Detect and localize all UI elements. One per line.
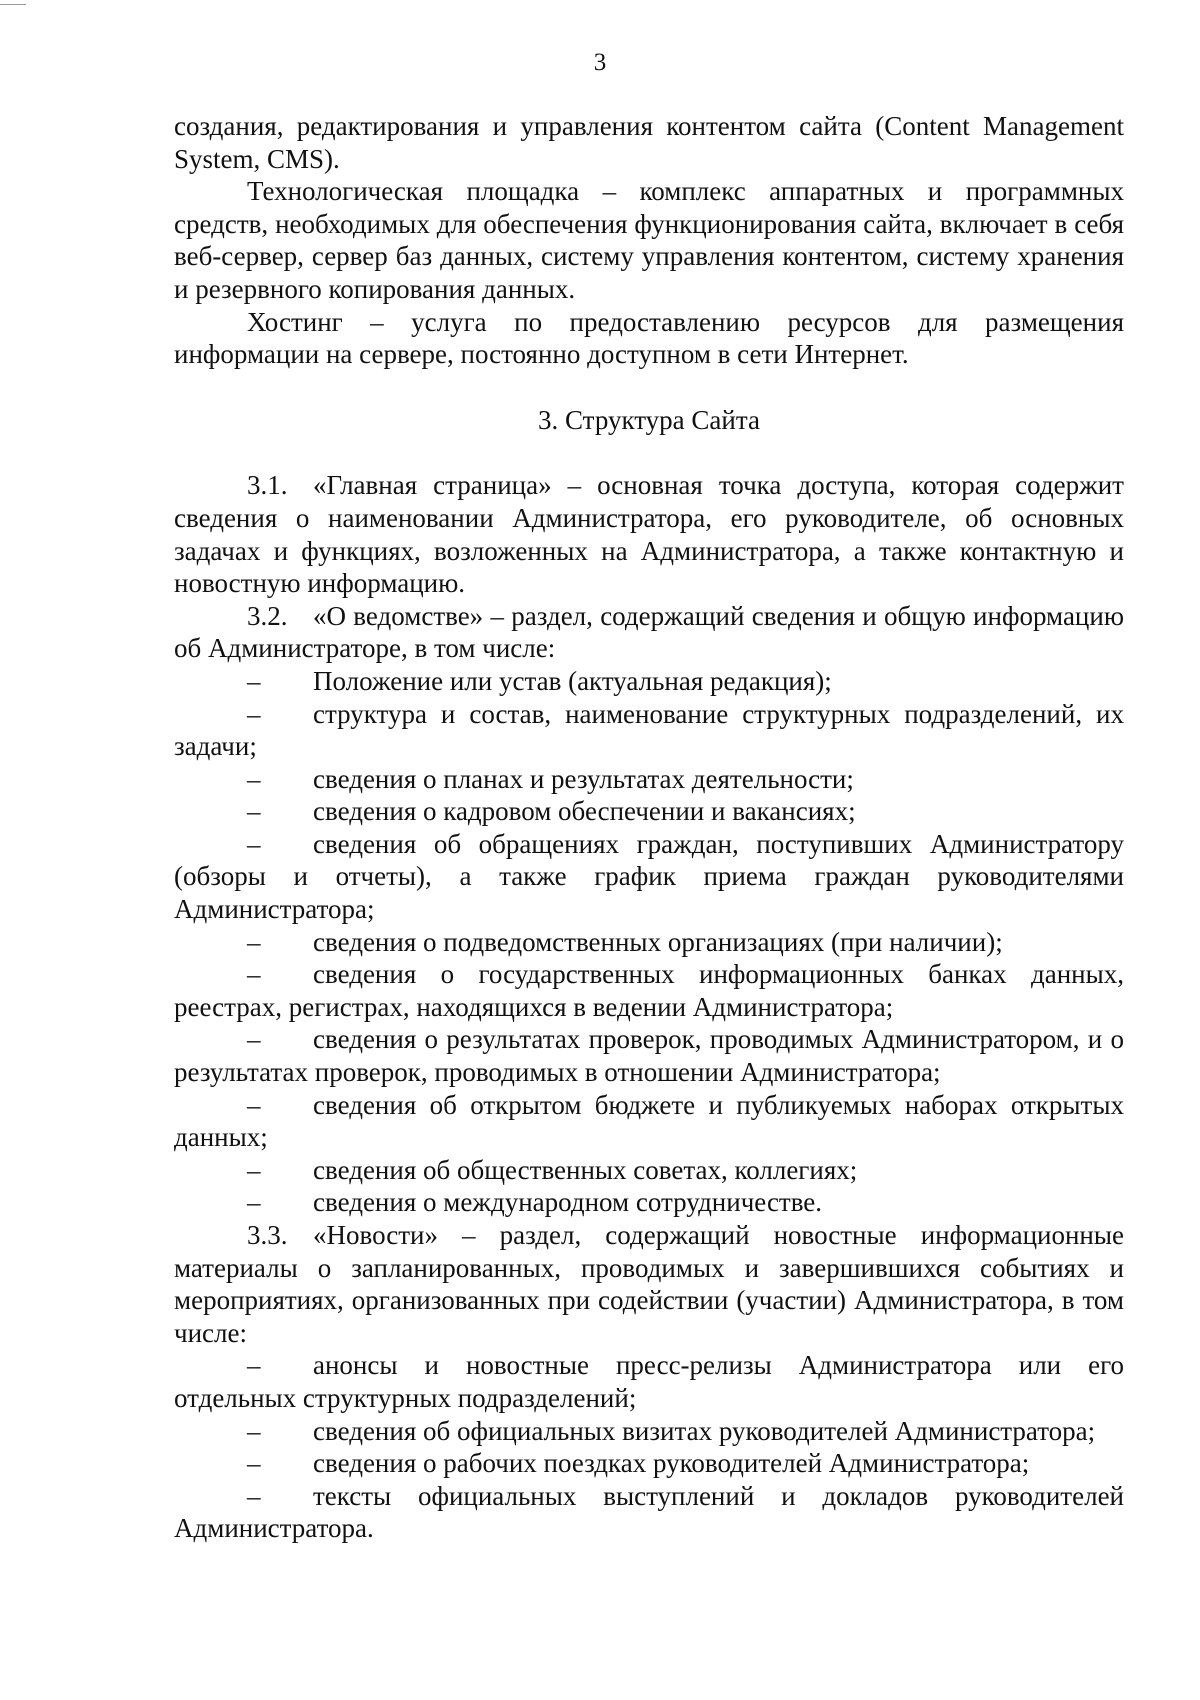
bullet-text: сведения о подведомственных организациях (при наличии); bbox=[313, 926, 1003, 957]
hosting-definition: Хостинг – услуга по предоставлению ресурсов для размещения информации на сервере, постоянно доступном в сети Интернет. bbox=[174, 306, 1124, 370]
bullet-item bbox=[174, 828, 1124, 926]
item-3-1 bbox=[174, 469, 1124, 599]
bullet-text: анонсы и новостные пресс-релизы Администратора или его отдельных структурных подразделений; bbox=[174, 1350, 1124, 1413]
dash-marker: – bbox=[247, 1187, 261, 1218]
bullet-text: тексты официальных выступлений и докладов руководителей Администратора. bbox=[174, 1480, 1124, 1544]
dash-marker: – bbox=[247, 796, 261, 827]
bullet-item bbox=[174, 1023, 1124, 1088]
bullet-item bbox=[174, 795, 1124, 828]
dash-marker: – bbox=[247, 665, 261, 696]
dash-marker: – bbox=[247, 698, 261, 729]
tech-platform-definition: Технологическая площадка – комплекс аппаратных и программных средств, необходимых для обеспечения функционирования сайта, включает в себя веб-сервер, сервер баз данных, систему управления контентом, систему хранения и резервного копирования данных. bbox=[174, 176, 1124, 304]
dash-marker: – bbox=[247, 1024, 261, 1055]
bullet-item bbox=[174, 1154, 1124, 1187]
bullet-item bbox=[174, 1089, 1124, 1154]
section-heading: 3. Структура Сайта bbox=[538, 404, 760, 435]
bullet-item bbox=[174, 665, 1124, 698]
bullet-text: сведения о планах и результатах деятельности; bbox=[313, 763, 854, 794]
item-3-3 bbox=[174, 1219, 1124, 1349]
item-text: «О ведомстве» – раздел, содержащий сведения и общую информацию об Администраторе, в том числе: bbox=[174, 600, 1124, 664]
bullet-item bbox=[174, 1447, 1124, 1480]
dash-marker: – bbox=[247, 763, 261, 794]
item-number: 3.1. bbox=[247, 470, 288, 501]
dash-marker: – bbox=[247, 926, 261, 957]
item-text: «Главная страница» – основная точка доступа, которая содержит сведения о наименовании Администратора, его руководителе, об основных задачах и функциях, возложенных на Администратора, а также контактную и новостную информацию. bbox=[174, 470, 1124, 599]
bullet-text: структура и состав, наименование структурных подразделений, их задачи; bbox=[174, 698, 1124, 762]
bullet-text: сведения об обращениях граждан, поступивших Администратору (обзоры и отчеты), а также график приема граждан руководителями Администратора; bbox=[174, 828, 1124, 925]
bullet-item bbox=[174, 1349, 1124, 1414]
bullet-text: сведения о государственных информационных банках данных, реестрах, регистрах, находящихся в ведении Администратора; bbox=[174, 959, 1124, 1022]
bullet-text: сведения об официальных визитах руководителей Администратора; bbox=[313, 1415, 1096, 1446]
item-text: «Новости» – раздел, содержащий новостные информационные материалы о запланированных, проводимых и завершившихся событиях и мероприятиях, организованных при содействии (участии) Администратора, в том числе: bbox=[174, 1220, 1124, 1348]
dash-marker: – bbox=[247, 1350, 261, 1381]
dash-marker: – bbox=[247, 1448, 261, 1479]
bullet-text: сведения о международном сотрудничестве. bbox=[313, 1187, 823, 1218]
dash-marker: – bbox=[247, 959, 261, 990]
item-3-2-bullets bbox=[174, 665, 1124, 1219]
dash-marker: – bbox=[247, 1415, 261, 1446]
bullet-text: сведения о кадровом обеспечении и вакансиях; bbox=[313, 796, 856, 827]
bullet-text: Положение или устав (актуальная редакция); bbox=[313, 665, 832, 696]
document-body bbox=[174, 110, 1124, 1545]
bullet-item bbox=[174, 1480, 1124, 1545]
item-number: 3.3. bbox=[247, 1220, 288, 1250]
bullet-item bbox=[174, 698, 1124, 763]
item-3-3-bullets bbox=[174, 1349, 1124, 1545]
item-number: 3.2. bbox=[247, 600, 288, 631]
bullet-text: сведения об общественных советах, коллегиях; bbox=[313, 1154, 858, 1185]
bullet-text: сведения об открытом бюджете и публикуемых наборах открытых данных; bbox=[174, 1089, 1124, 1153]
dash-marker: – bbox=[247, 1089, 261, 1120]
bullet-item bbox=[174, 958, 1124, 1023]
bullet-item bbox=[174, 1186, 1124, 1219]
dash-marker: – bbox=[247, 1480, 261, 1511]
bullet-item bbox=[174, 763, 1124, 796]
cms-paragraph: создания, редактирования и управления контентом сайта (Content Management System, CMS). bbox=[174, 111, 1124, 174]
item-3-2 bbox=[174, 600, 1124, 665]
page-number: 3 bbox=[593, 49, 607, 76]
scan-edge-mark bbox=[0, 0, 26, 5]
dash-marker: – bbox=[247, 1154, 261, 1185]
bullet-text: сведения о рабочих поездках руководителей Администратора; bbox=[313, 1448, 1030, 1479]
bullet-item bbox=[174, 926, 1124, 959]
bullet-item bbox=[174, 1415, 1124, 1448]
dash-marker: – bbox=[247, 828, 261, 859]
bullet-text: сведения о результатах проверок, проводимых Администратором, и о результатах проверок, проводимых в отношении Администратора; bbox=[174, 1024, 1124, 1088]
